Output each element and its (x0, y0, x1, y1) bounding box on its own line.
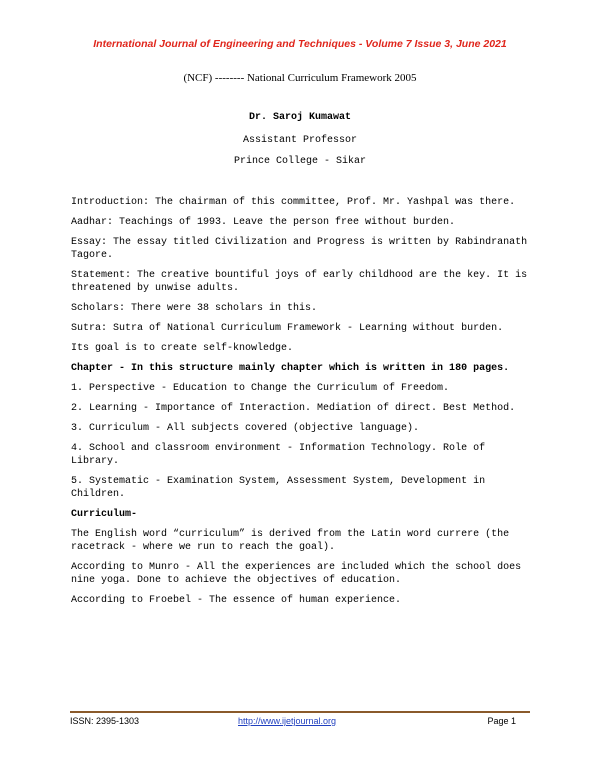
chapter-heading: Chapter - In this structure mainly chapter which is written in 180 pages. (71, 363, 510, 374)
journal-header: International Journal of Engineering and Techniques - Volume 7 Issue 3, June 2021 (93, 38, 507, 50)
paragraph-munro: According to Munro - All the experiences are included which the school does nine yoga. Done to achieve the objectives of education. (71, 562, 522, 586)
list-item-systematic: 5. Systematic - Examination System, Assessment System, Development in Children. (71, 476, 486, 500)
paragraph-froebel: According to Froebel - The essence of human experience. (71, 595, 402, 606)
list-item-perspective: 1. Perspective - Education to Change the Curriculum of Freedom. (71, 383, 450, 394)
paragraph-introduction: Introduction: The chairman of this committee, Prof. Mr. Yashpal was there. (71, 197, 516, 208)
document-body (71, 196, 531, 614)
paragraph-sutra: Sutra: Sutra of National Curriculum Framework - Learning without burden. (71, 323, 504, 334)
author-name: Dr. Saroj Kumawat (248, 112, 352, 123)
footer-page-number: Page 1 (487, 716, 516, 726)
footer-issn: ISSN: 2395-1303 (70, 716, 140, 726)
author-institution: Prince College - Sikar (233, 156, 367, 167)
paragraph-scholars: Scholars: There were 38 scholars in this. (71, 303, 318, 314)
section-heading-curriculum: Curriculum- (71, 509, 138, 520)
paragraph-english-word: The English word “curriculum” is derived from the Latin word currere (the racetrack - where we run to reach the goal). (71, 529, 510, 553)
footer-divider (70, 711, 530, 713)
paragraph-goal: Its goal is to create self-knowledge. (71, 343, 294, 354)
list-item-school-environment: 4. School and classroom environment - Information Technology. Role of Library. (71, 443, 486, 467)
author-block (0, 112, 600, 177)
paragraph-aadhar: Aadhar: Teachings of 1993. Leave the person free without burden. (71, 217, 456, 228)
paragraph-statement: Statement: The creative bountiful joys of early childhood are the key. It is threatened by unwise adults. (71, 270, 528, 294)
paragraph-essay: Essay: The essay titled Civilization and Progress is written by Rabindranath Tagore. (71, 237, 528, 261)
page-footer (70, 716, 530, 730)
footer-journal-link[interactable]: http://www.ijetjournal.org (238, 716, 337, 726)
list-item-learning: 2. Learning - Importance of Interaction. Mediation of direct. Best Method. (71, 403, 516, 414)
document-title: (NCF) -------- National Curriculum Framework 2005 (183, 72, 417, 84)
author-position: Assistant Professor (242, 135, 358, 146)
list-item-curriculum: 3. Curriculum - All subjects covered (objective language). (71, 423, 420, 434)
